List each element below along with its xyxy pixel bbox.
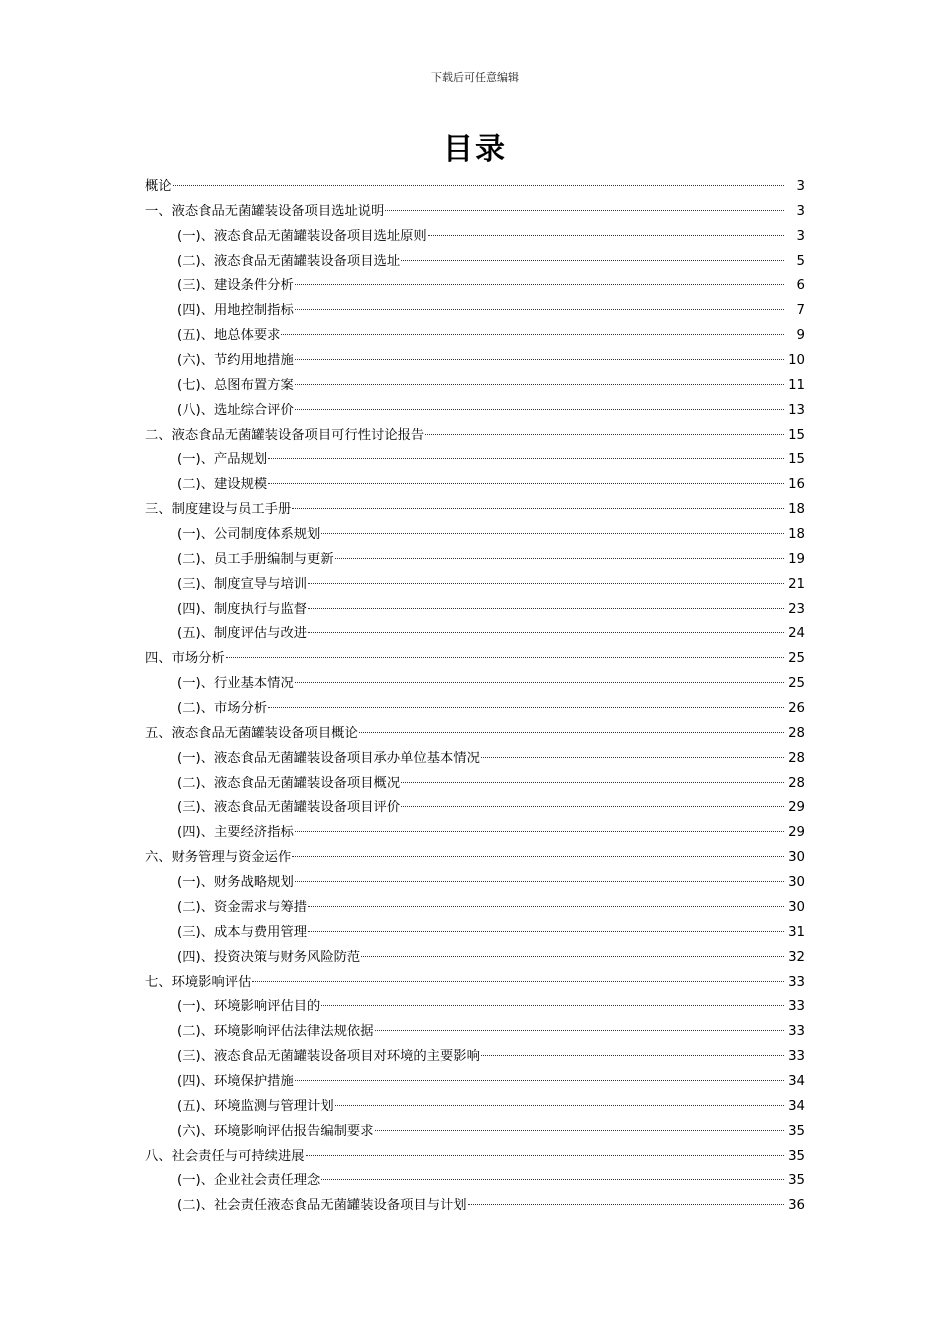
toc-dot-leader <box>385 210 784 211</box>
toc-dot-leader <box>295 682 784 683</box>
toc-entry-title: (五)、制度评估与改进 <box>177 626 308 642</box>
toc-dot-leader <box>321 533 784 534</box>
toc-entry[interactable] <box>145 622 805 647</box>
toc-page-number: 23 <box>788 601 805 617</box>
toc-entry[interactable] <box>145 1070 805 1095</box>
toc-entry-title: (二)、建设规模 <box>177 477 268 493</box>
toc-page-number: 21 <box>788 576 805 592</box>
toc-entry[interactable] <box>145 772 805 797</box>
toc-entry[interactable] <box>145 747 805 772</box>
toc-dot-leader <box>401 806 784 807</box>
toc-entry[interactable] <box>145 548 805 573</box>
toc-dot-leader <box>252 981 784 982</box>
toc-entry[interactable] <box>145 1095 805 1120</box>
toc-entry[interactable] <box>145 1120 805 1145</box>
toc-entry[interactable] <box>145 946 805 971</box>
toc-page-number: 6 <box>796 278 805 294</box>
toc-page-number: 7 <box>796 303 805 319</box>
toc-entry[interactable] <box>145 1169 805 1194</box>
toc-dot-leader <box>481 757 784 758</box>
table-of-contents <box>145 175 805 1219</box>
toc-entry-title: (二)、员工手册编制与更新 <box>177 551 334 567</box>
page-title: 目录 <box>443 132 507 167</box>
toc-entry[interactable] <box>145 200 805 225</box>
toc-page-number: 29 <box>788 825 805 841</box>
toc-dot-leader <box>295 409 784 410</box>
toc-entry[interactable] <box>145 349 805 374</box>
toc-entry[interactable] <box>145 697 805 722</box>
toc-entry[interactable] <box>145 175 805 200</box>
toc-page-number: 5 <box>796 253 805 269</box>
toc-entry-title: (一)、财务战略规划 <box>177 875 294 891</box>
toc-dot-leader <box>295 881 784 882</box>
toc-dot-leader <box>401 260 784 261</box>
toc-entry-title: (一)、企业社会责任理念 <box>177 1173 321 1189</box>
toc-page-number: 3 <box>796 203 805 219</box>
toc-entry[interactable] <box>145 672 805 697</box>
toc-page-number: 28 <box>788 775 805 791</box>
toc-dot-leader <box>308 931 784 932</box>
toc-dot-leader <box>295 284 784 285</box>
toc-dot-leader <box>321 1179 784 1180</box>
toc-entry[interactable] <box>145 374 805 399</box>
toc-dot-leader <box>361 956 784 957</box>
toc-dot-leader <box>308 906 784 907</box>
toc-page-number: 32 <box>788 949 805 965</box>
toc-entry-title: 六、财务管理与资金运作 <box>145 850 292 866</box>
toc-entry-title: (三)、成本与费用管理 <box>177 924 308 940</box>
toc-entry-title: (四)、制度执行与监督 <box>177 601 308 617</box>
toc-page-number: 3 <box>796 179 805 194</box>
toc-page-number: 15 <box>788 452 805 468</box>
toc-entry-title: (七)、总图布置方案 <box>177 377 294 393</box>
toc-entry[interactable] <box>145 921 805 946</box>
toc-dot-leader <box>428 235 784 236</box>
toc-dot-leader <box>295 384 784 385</box>
toc-entry-title: (二)、资金需求与筹措 <box>177 899 308 915</box>
toc-entry-title: (四)、主要经济指标 <box>177 825 294 841</box>
toc-dot-leader <box>268 707 784 708</box>
toc-page-number: 34 <box>788 1098 805 1114</box>
toc-dot-leader <box>292 508 784 509</box>
toc-entry-title: 七、环境影响评估 <box>145 974 252 990</box>
toc-entry-title: (六)、节约用地措施 <box>177 353 294 369</box>
toc-entry-title: (五)、地总体要求 <box>177 328 281 344</box>
toc-page-number: 35 <box>788 1173 805 1189</box>
toc-entry-title: (二)、液态食品无菌罐装设备项目概况 <box>177 775 401 791</box>
toc-entry-title: (一)、环境影响评估目的 <box>177 999 321 1015</box>
toc-entry[interactable] <box>145 573 805 598</box>
toc-page-number: 19 <box>788 551 805 567</box>
toc-entry-title: (一)、产品规划 <box>177 452 268 468</box>
toc-page-number: 18 <box>788 527 805 543</box>
toc-entry[interactable] <box>145 971 805 996</box>
toc-entry[interactable] <box>145 399 805 424</box>
toc-entry[interactable] <box>145 324 805 349</box>
toc-page-number: 15 <box>788 427 805 443</box>
toc-entry-title: (三)、建设条件分析 <box>177 278 294 294</box>
toc-entry-title: 四、市场分析 <box>145 651 225 667</box>
toc-entry-title: (二)、液态食品无菌罐装设备项目选址 <box>177 253 401 269</box>
toc-page-number: 13 <box>788 402 805 418</box>
toc-entry-title: 二、液态食品无菌罐装设备项目可行性讨论报告 <box>145 427 425 443</box>
toc-entry[interactable] <box>145 448 805 473</box>
toc-entry[interactable] <box>145 1145 805 1170</box>
toc-page-number: 33 <box>788 999 805 1015</box>
toc-entry[interactable] <box>145 871 805 896</box>
toc-page-number: 25 <box>788 676 805 692</box>
toc-entry[interactable] <box>145 995 805 1020</box>
toc-entry[interactable] <box>145 225 805 250</box>
toc-dot-leader <box>295 1080 784 1081</box>
toc-entry[interactable] <box>145 498 805 523</box>
toc-page-number: 10 <box>788 353 805 369</box>
toc-entry-title: (二)、市场分析 <box>177 701 268 717</box>
toc-entry[interactable] <box>145 796 805 821</box>
toc-dot-leader <box>308 583 784 584</box>
toc-dot-leader <box>295 831 784 832</box>
toc-entry[interactable] <box>145 274 805 299</box>
toc-dot-leader <box>292 856 784 857</box>
toc-page-number: 33 <box>788 1024 805 1040</box>
toc-page-number: 33 <box>788 1049 805 1065</box>
toc-page-number: 33 <box>788 974 805 990</box>
toc-dot-leader <box>335 558 784 559</box>
toc-dot-leader <box>173 185 784 186</box>
toc-page-number: 28 <box>788 725 805 741</box>
toc-dot-leader <box>401 782 784 783</box>
toc-entry[interactable] <box>145 846 805 871</box>
toc-entry[interactable] <box>145 722 805 747</box>
toc-dot-leader <box>321 1005 784 1006</box>
toc-entry-title: (一)、行业基本情况 <box>177 676 294 692</box>
toc-entry-title: 三、制度建设与员工手册 <box>145 502 292 518</box>
toc-page-number: 25 <box>788 651 805 667</box>
toc-dot-leader <box>468 1204 784 1205</box>
toc-entry-title: (四)、投资决策与财务风险防范 <box>177 949 361 965</box>
toc-entry-title: 五、液态食品无菌罐装设备项目概论 <box>145 725 358 741</box>
toc-page-number: 35 <box>788 1148 805 1164</box>
toc-page-number: 9 <box>796 328 805 344</box>
toc-entry[interactable] <box>145 299 805 324</box>
toc-dot-leader <box>281 334 784 335</box>
toc-page-number: 30 <box>788 899 805 915</box>
toc-dot-leader <box>375 1030 784 1031</box>
toc-page-number: 29 <box>788 800 805 816</box>
toc-page-number: 11 <box>788 377 805 393</box>
toc-entry-title: (一)、公司制度体系规划 <box>177 527 321 543</box>
toc-entry-title: (三)、制度宣导与培训 <box>177 576 308 592</box>
toc-entry[interactable] <box>145 250 805 275</box>
toc-entry-title: (四)、用地控制指标 <box>177 303 294 319</box>
toc-entry-title: (二)、环境影响评估法律法规依据 <box>177 1024 374 1040</box>
toc-entry-title: (一)、液态食品无菌罐装设备项目承办单位基本情况 <box>177 750 480 766</box>
toc-entry-title: 概论 <box>145 179 172 194</box>
toc-dot-leader <box>481 1055 784 1056</box>
toc-page-number: 18 <box>788 502 805 518</box>
toc-entry-title: (一)、液态食品无菌罐装设备项目选址原则 <box>177 228 427 244</box>
toc-page-number: 28 <box>788 750 805 766</box>
toc-dot-leader <box>295 359 784 360</box>
toc-entry[interactable] <box>145 523 805 548</box>
toc-dot-leader <box>308 632 784 633</box>
toc-entry[interactable] <box>145 1020 805 1045</box>
toc-dot-leader <box>425 434 784 435</box>
toc-page-number: 16 <box>788 477 805 493</box>
toc-page-number: 35 <box>788 1123 805 1139</box>
toc-entry[interactable] <box>145 598 805 623</box>
toc-entry[interactable] <box>145 896 805 921</box>
toc-entry-title: 一、液态食品无菌罐装设备项目选址说明 <box>145 203 385 219</box>
toc-entry-title: (六)、环境影响评估报告编制要求 <box>177 1123 374 1139</box>
page-header-note: 下载后可任意编辑 <box>431 71 519 84</box>
toc-dot-leader <box>308 608 784 609</box>
toc-page-number: 30 <box>788 850 805 866</box>
toc-dot-leader <box>375 1130 784 1131</box>
toc-page-number: 36 <box>788 1198 805 1214</box>
toc-entry[interactable] <box>145 473 805 498</box>
toc-page-number: 26 <box>788 701 805 717</box>
toc-entry-title: (三)、液态食品无菌罐装设备项目评价 <box>177 800 401 816</box>
toc-dot-leader <box>306 1155 784 1156</box>
toc-entry-title: (四)、环境保护措施 <box>177 1073 294 1089</box>
toc-entry[interactable] <box>145 1045 805 1070</box>
toc-page-number: 34 <box>788 1073 805 1089</box>
toc-dot-leader <box>359 732 784 733</box>
toc-entry[interactable] <box>145 821 805 846</box>
toc-dot-leader <box>268 458 784 459</box>
toc-entry-title: (五)、环境监测与管理计划 <box>177 1098 334 1114</box>
toc-page-number: 24 <box>788 626 805 642</box>
toc-dot-leader <box>226 657 784 658</box>
toc-dot-leader <box>335 1105 784 1106</box>
toc-entry[interactable] <box>145 424 805 449</box>
toc-entry-title: (三)、液态食品无菌罐装设备项目对环境的主要影响 <box>177 1049 480 1065</box>
toc-dot-leader <box>295 309 784 310</box>
toc-page-number: 3 <box>796 228 805 244</box>
toc-page-number: 30 <box>788 875 805 891</box>
toc-entry-title: 八、社会责任与可持续进展 <box>145 1148 305 1164</box>
toc-dot-leader <box>268 483 784 484</box>
toc-page-number: 31 <box>788 924 805 940</box>
toc-entry[interactable] <box>145 1194 805 1219</box>
toc-entry[interactable] <box>145 647 805 672</box>
toc-entry-title: (八)、选址综合评价 <box>177 402 294 418</box>
toc-entry-title: (二)、社会责任液态食品无菌罐装设备项目与计划 <box>177 1198 467 1214</box>
